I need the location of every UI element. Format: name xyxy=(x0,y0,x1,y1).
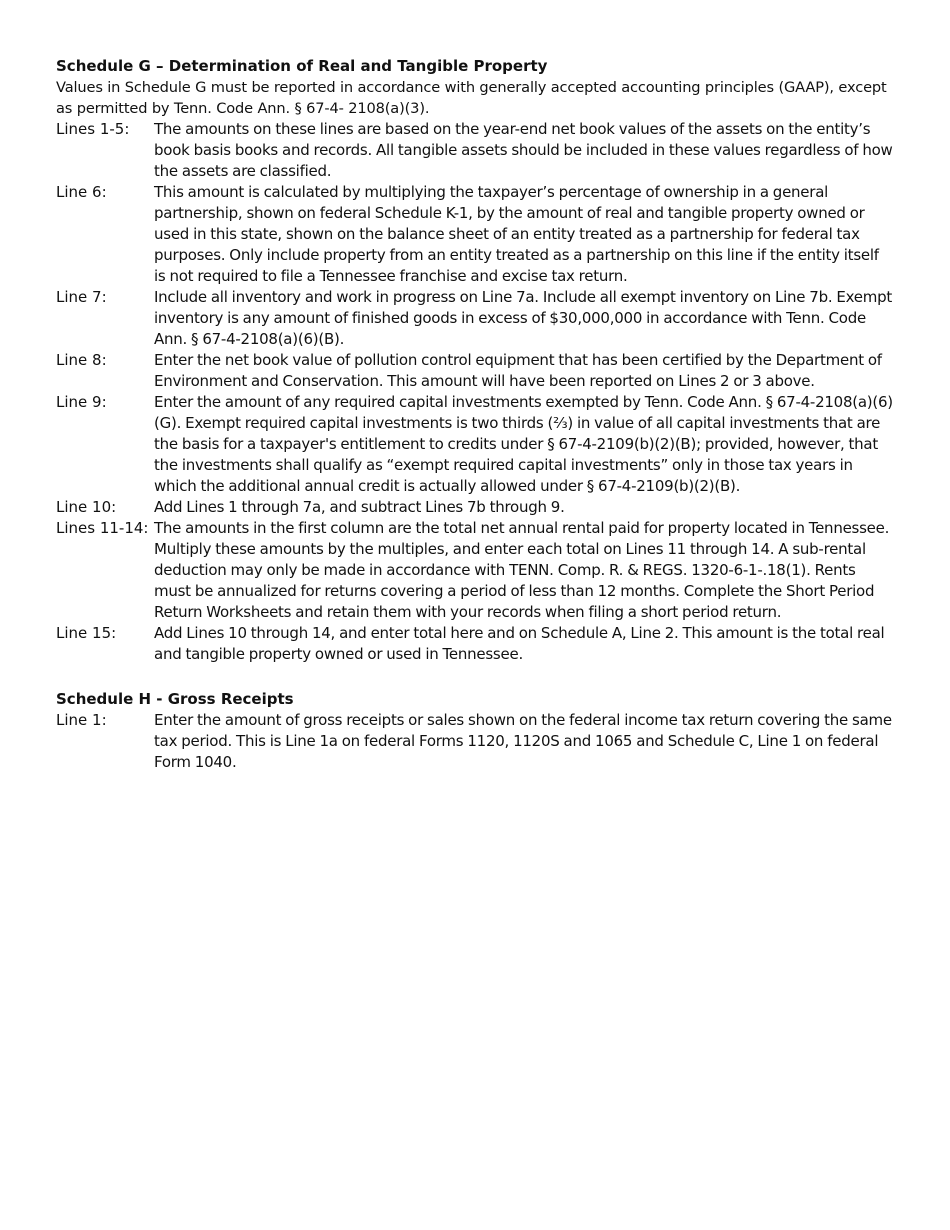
schedule-g-line-item xyxy=(56,518,894,623)
schedule-g-title: Schedule G – Determination of Real and Tangible Property xyxy=(56,57,548,75)
line-label: Line 10: xyxy=(56,498,117,516)
schedule-g-line-item xyxy=(56,350,894,392)
line-label: Lines 11-14: xyxy=(56,519,149,537)
schedule-h-line-item xyxy=(56,710,894,773)
line-label: Line 15: xyxy=(56,624,117,642)
schedule-g-line-item xyxy=(56,392,894,497)
line-label: Line 9: xyxy=(56,393,107,411)
section-spacer xyxy=(56,665,894,689)
schedule-g-line-item xyxy=(56,497,894,518)
line-description: Enter the net book value of pollution control equipment that has been certified by the Department of Environment and Conservation. This amount will have been reported on Lines 2 or 3 above. xyxy=(154,351,882,390)
schedule-g-line-item xyxy=(56,623,894,665)
schedule-g-line-item xyxy=(56,287,894,350)
line-label: Line 8: xyxy=(56,351,107,369)
schedule-h-section xyxy=(56,689,894,773)
schedule-g-line-item xyxy=(56,119,894,182)
line-description: Add Lines 1 through 7a, and subtract Lines 7b through 9. xyxy=(154,498,565,516)
line-label: Line 7: xyxy=(56,288,107,306)
line-label: Line 1: xyxy=(56,711,107,729)
line-description: Enter the amount of gross receipts or sales shown on the federal income tax return covering the same tax period. This is Line 1a on federal Forms 1120, 1120S and 1065 and Schedule C, Line 1 on federal Form 1040. xyxy=(154,711,892,771)
line-description: Add Lines 10 through 14, and enter total here and on Schedule A, Line 2. This amount is the total real and tangible property owned or used in Tennessee. xyxy=(154,624,885,663)
schedule-g-section xyxy=(56,56,894,665)
line-description: Include all inventory and work in progress on Line 7a. Include all exempt inventory on Line 7b. Exempt inventory is any amount of finished goods in excess of $30,000,000 in accordance with Tenn. Code Ann. § 67-4-2108(a)(6)(B). xyxy=(154,288,893,348)
schedule-g-intro: Values in Schedule G must be reported in accordance with generally accepted accounting principles (GAAP), except as permitted by Tenn. Code Ann. § 67-4- 2108(a)(3). xyxy=(56,79,887,117)
line-description: The amounts in the first column are the total net annual rental paid for property located in Tennessee. Multiply these amounts by the multiples, and enter each total on Lines 11 through 14. A sub-rental deduction may only be made in accordance with TENN. Comp. R. & REGS. 1320-6-1-.18(1). Rents must be annualized for returns covering a period of less than 12 months. Complete the Short Period Return Worksheets and retain them with your records when filing a short period return. xyxy=(154,519,890,621)
line-label: Line 6: xyxy=(56,183,107,201)
schedule-h-title: Schedule H - Gross Receipts xyxy=(56,690,294,708)
schedule-g-line-item xyxy=(56,182,894,287)
line-description: The amounts on these lines are based on the year-end net book values of the assets on the entity’s book basis books and records. All tangible assets should be included in these values regardless of how the assets are classified. xyxy=(154,120,893,180)
line-label: Lines 1-5: xyxy=(56,120,130,138)
line-description: This amount is calculated by multiplying the taxpayer’s percentage of ownership in a general partnership, shown on federal Schedule K-1, by the amount of real and tangible property owned or used in this state, shown on the balance sheet of an entity treated as a partnership for federal tax purposes. Only include property from an entity treated as a partnership on this line if the entity itself is not required to file a Tennessee franchise and excise tax return. xyxy=(154,183,879,285)
line-description: Enter the amount of any required capital investments exempted by Tenn. Code Ann. § 67-4-2108(a)(6)(G). Exempt required capital investments is two thirds (⅔) in value of all capital investments that are the basis for a taxpayer's entitlement to credits under § 67-4-2109(b)(2)(B); provided, however, that the investments shall qualify as “exempt required capital investments” only in those tax years in which the additional annual credit is actually allowed under § 67-4-2109(b)(2)(B). xyxy=(154,393,893,495)
